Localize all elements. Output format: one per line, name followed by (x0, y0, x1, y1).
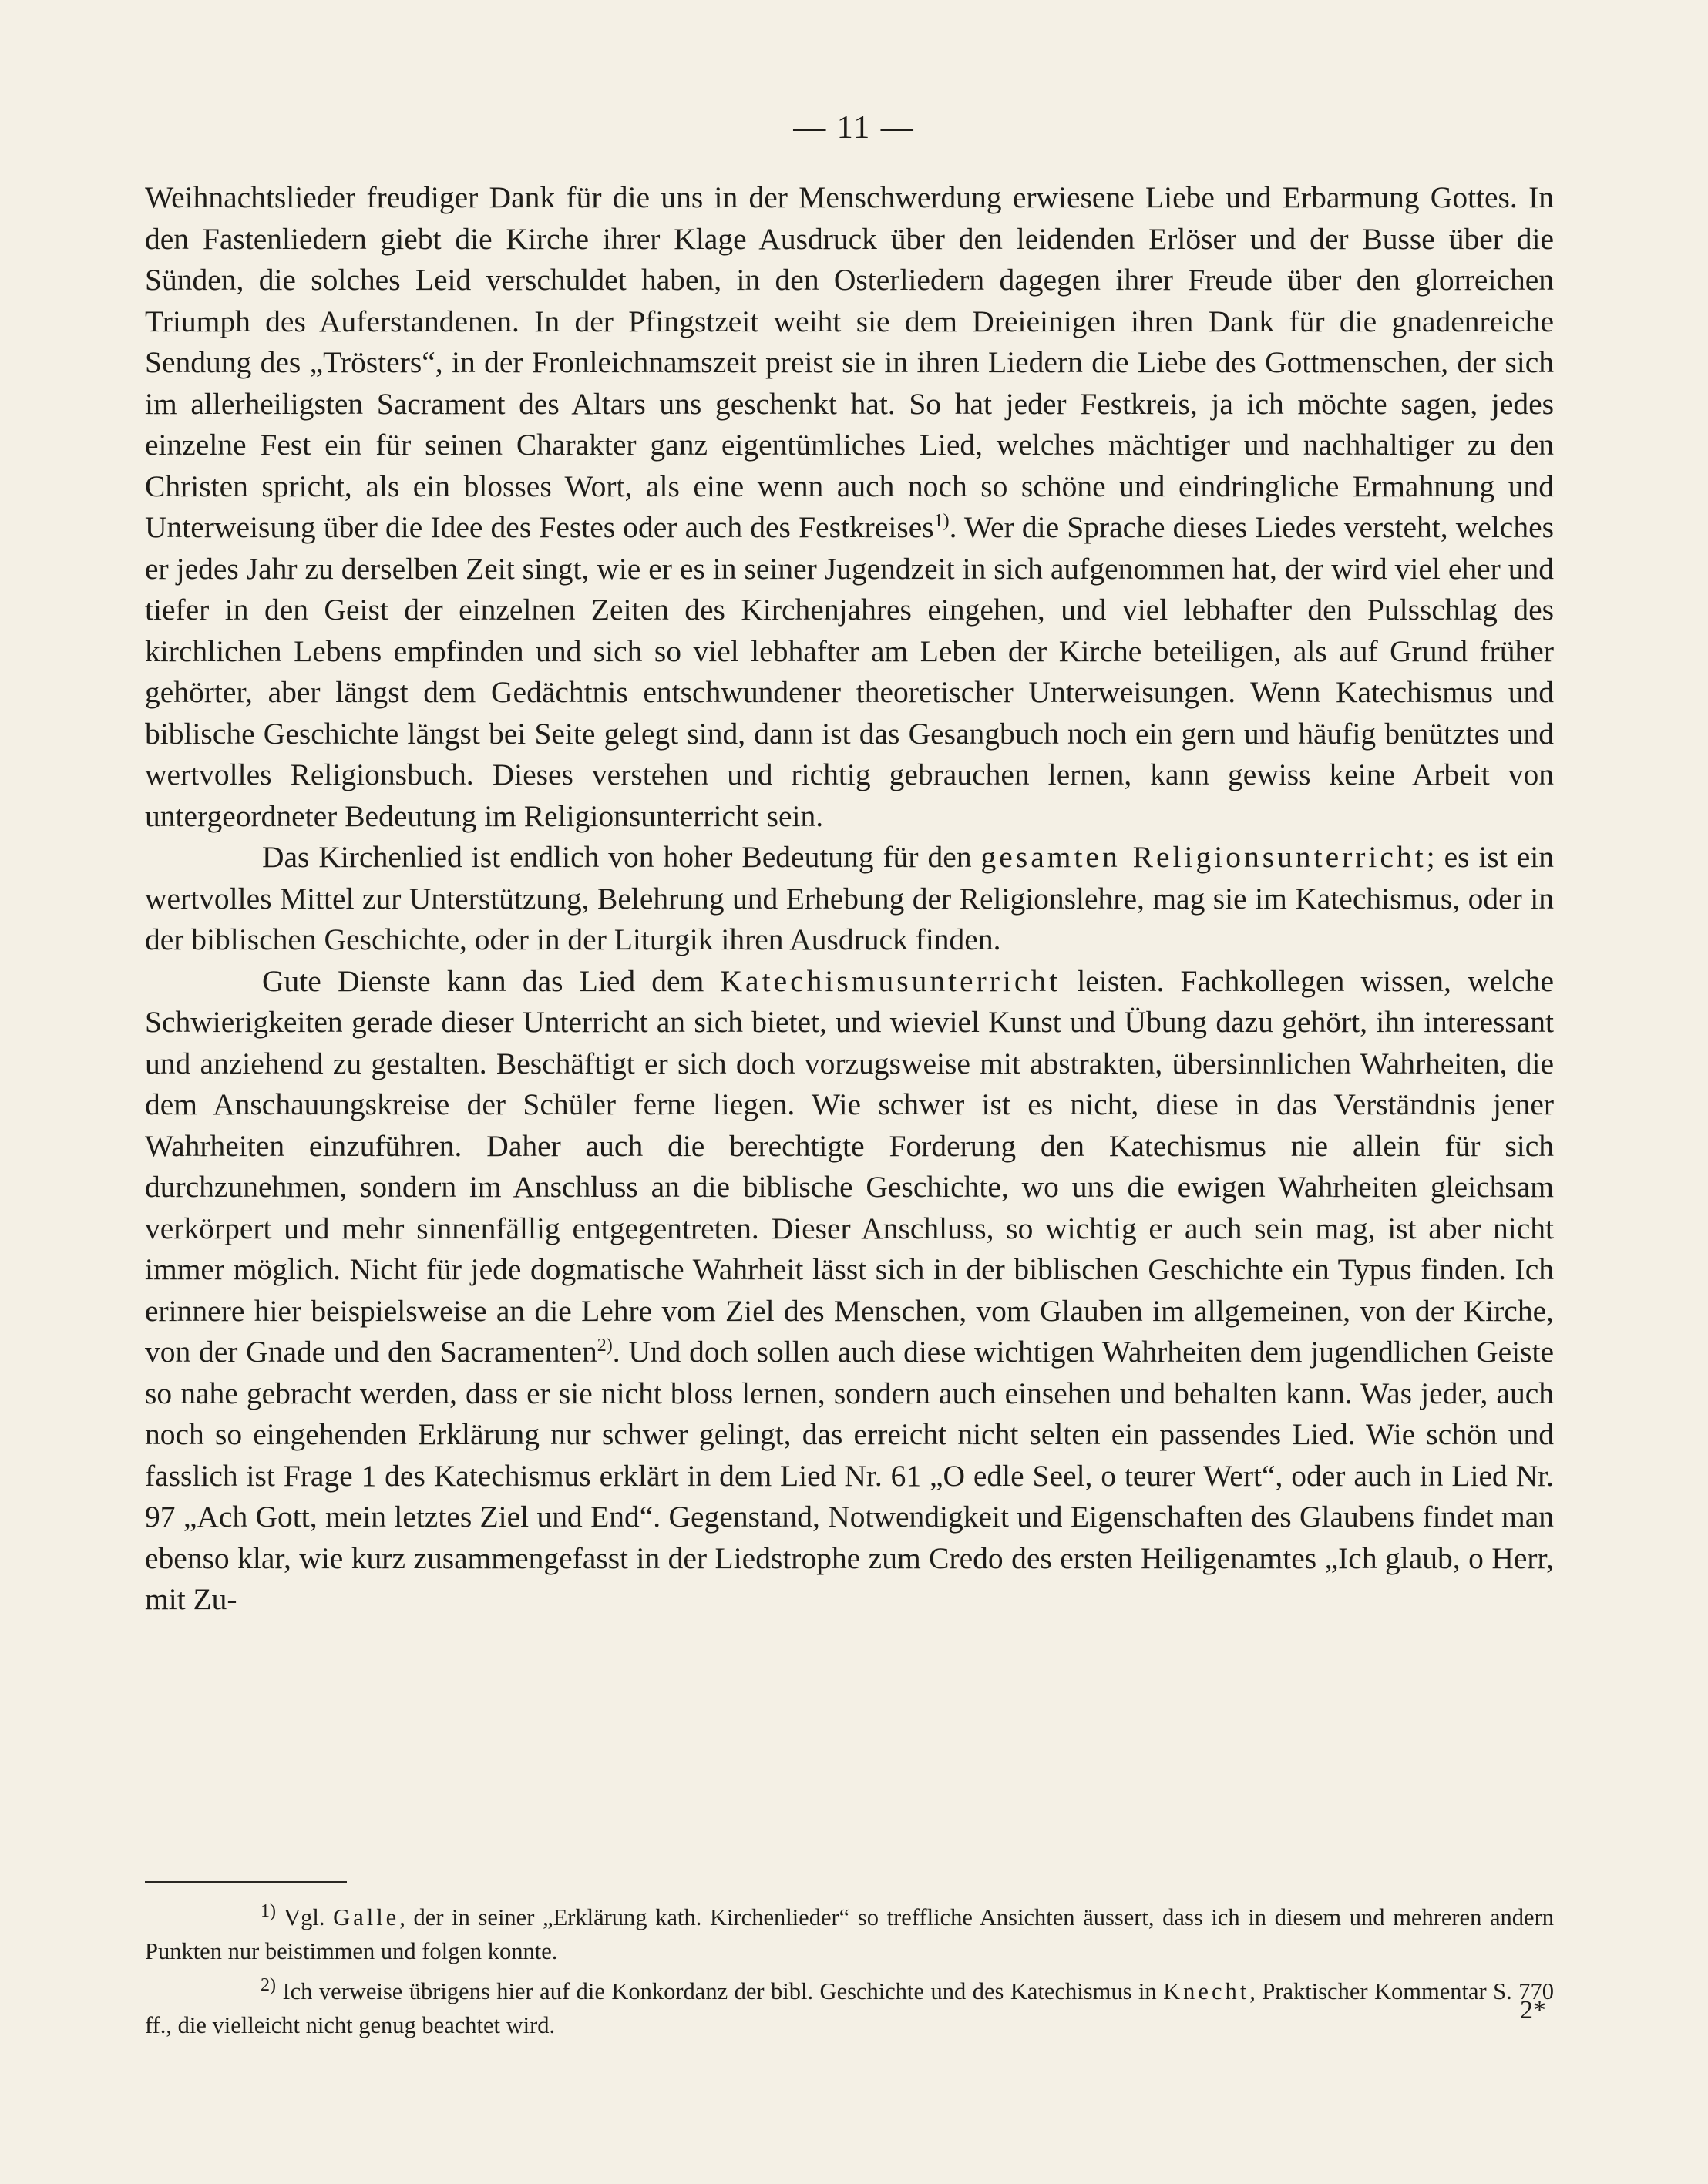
footnotes (145, 1900, 1554, 2048)
footnote-2-marker: 2) (261, 1974, 276, 1995)
paragraph-3 (145, 961, 1554, 1621)
paragraph-2-text-a: Das Kirchenlied ist endlich von hoher Bedeutung für den (262, 840, 981, 874)
signature-mark: 2* (1520, 1996, 1546, 2024)
footnote-1-text-b: , der in seiner „Erklärung kath. Kirchenlieder“ so treffliche Ansichten äussert, dass ich in diesem und mehreren andern Punkten nur beistimmen und folgen konnte. (145, 1904, 1554, 1964)
footnote-1-emphasis: Galle (333, 1904, 400, 1930)
footnote-ref-1: 1) (933, 510, 950, 531)
paragraph-2 (145, 837, 1554, 961)
paragraph-2-emphasis: gesamten Religionsunterricht (980, 840, 1427, 874)
main-text (145, 177, 1554, 1621)
paragraph-3-text-c: . Und doch sollen auch diese wichtigen Wahrheiten dem jugendlichen Geiste so nahe gebracht werden, dass er sie nicht bloss lernen, sondern auch einsehen und behalten kann. Was jeder, auch noch so eingehenden Erklärung nur schwer gelingt, das erreicht nicht selten ein passendes Lied. Wie schön und fasslich ist Frage 1 des Katechismus erklärt in dem Lied Nr. 61 „O edle Seel, o teurer Wert“, oder auch in Lied Nr. 97 „Ach Gott, mein letztes Ziel und End“. Gegenstand, Notwendigkeit und Eigenschaften des Glaubens findet man ebenso klar, wie kurz zusammengefasst in der Liedstrophe zum Credo des ersten Heiligenamtes „Ich glaub, o Herr, mit Zu- (145, 1335, 1555, 1616)
paragraph-1 (145, 177, 1554, 837)
paragraph-3-text-a: Gute Dienste kann das Lied dem (262, 963, 721, 998)
paragraph-2-text-b: ; es ist ein wertvolles Mittel zur Unterstützung, Belehrung und Erhebung der Religionslehre, mag sie im Katechismus, oder in der biblischen Geschichte, oder in der Liturgik ihren Ausdruck finden. (145, 840, 1554, 956)
footnote-1-marker: 1) (261, 1900, 276, 1921)
paragraph-3-emphasis: Katechismusunterricht (720, 963, 1061, 998)
footnote-2-text-a: Ich verweise übrigens hier auf die Konkordanz der bibl. Geschichte und des Katechismus in (276, 1978, 1164, 2004)
footnote-ref-2: 2) (597, 1335, 613, 1356)
footnote-2-text-b: , Praktischer Kommentar S. 770 ff., die vielleicht nicht genug beachtet wird. (145, 1978, 1554, 2038)
footnote-1-text-a: Vgl. (276, 1904, 334, 1930)
page-number: — 11 — (793, 110, 915, 146)
paragraph-1-text-a: Weihnachtslieder freudiger Dank für die uns in der Menschwerdung erwiesene Liebe und Erbarmung Gottes. In den Fastenliedern giebt die Kirche ihrer Klage Ausdruck über den leidenden Erlöser und der Busse über die Sünden, die solches Leid verschuldet haben, in den Osterliedern dagegen ihrer Freude über den glorreichen Triumph des Auferstandenen. In der Pfingstzeit weiht sie dem Dreieinigen ihren Dank für die gnadenreiche Sendung des „Trösters“, in der Fronleichnamszeit preist sie in ihren Liedern die Liebe des Gottmenschen, der sich im allerheiligsten Sacrament des Altars uns geschenkt hat. So hat jeder Festkreis, ja ich möchte sagen, jedes einzelne Fest ein für seinen Charakter ganz eigentümliches Lied, welches mächtiger und nachhaltiger zu den Christen spricht, als ein blosses Wort, als eine wenn auch noch so schöne und eindringliche Ermahnung und Unterweisung über die Idee des Festes oder auch des Festkreises (145, 180, 1554, 544)
paragraph-3-text-b: leisten. Fachkollegen wissen, welche Schwierigkeiten gerade dieser Unterricht an sich bietet, und wieviel Kunst und Übung dazu gehört, ihn interessant und anziehend zu gestalten. Beschäftigt er sich doch vorzugsweise mit abstrakten, übersinnlichen Wahrheiten, die dem Anschauungskreise der Schüler ferne liegen. Wie schwer ist es nicht, diese in das Verständnis jener Wahrheiten einzuführen. Daher auch die berechtigte Forderung den Katechismus nie allein für sich durchzunehmen, sondern im Anschluss an die biblische Geschichte, wo uns die ewigen Wahrheiten gleichsam verkörpert und mehr sinnenfällig entgegentreten. Dieser Anschluss, so wichtig er auch sein mag, ist aber nicht immer möglich. Nicht für jede dogmatische Wahrheit lässt sich in der biblischen Geschichte ein Typus finden. Ich erinnere hier beispielsweise an die Lehre vom Ziel des Menschen, vom Glauben im allgemeinen, von der Kirche, von der Gnade und den Sacramenten (145, 963, 1554, 1369)
footnote-1 (145, 1900, 1554, 1968)
footnote-2 (145, 1974, 1554, 2042)
footnote-divider (145, 1881, 347, 1883)
paragraph-1-text-b: . Wer die Sprache dieses Liedes versteht, welches er jedes Jahr zu derselben Zeit singt, wie er es in seiner Jugendzeit in sich aufgenommen hat, der wird viel eher und tiefer in den Geist der einzelnen Zeiten des Kirchenjahres eingehen, und viel lebhafter den Pulsschlag des kirchlichen Lebens empfinden und sich so viel lebhafter am Leben der Kirche beteiligen, als auf Grund früher gehörter, aber längst dem Gedächtnis entschwundener theoretischer Unterweisungen. Wenn Katechismus und biblische Geschichte längst bei Seite gelegt sind, dann ist das Gesangbuch noch ein gern und häufig benütztes und wertvolles Religionsbuch. Dieses verstehen und richtig gebrauchen lernen, kann gewiss keine Arbeit von untergeordneter Bedeutung im Religionsunterricht sein. (145, 510, 1554, 833)
footnote-2-emphasis: Knecht (1163, 1978, 1250, 2004)
